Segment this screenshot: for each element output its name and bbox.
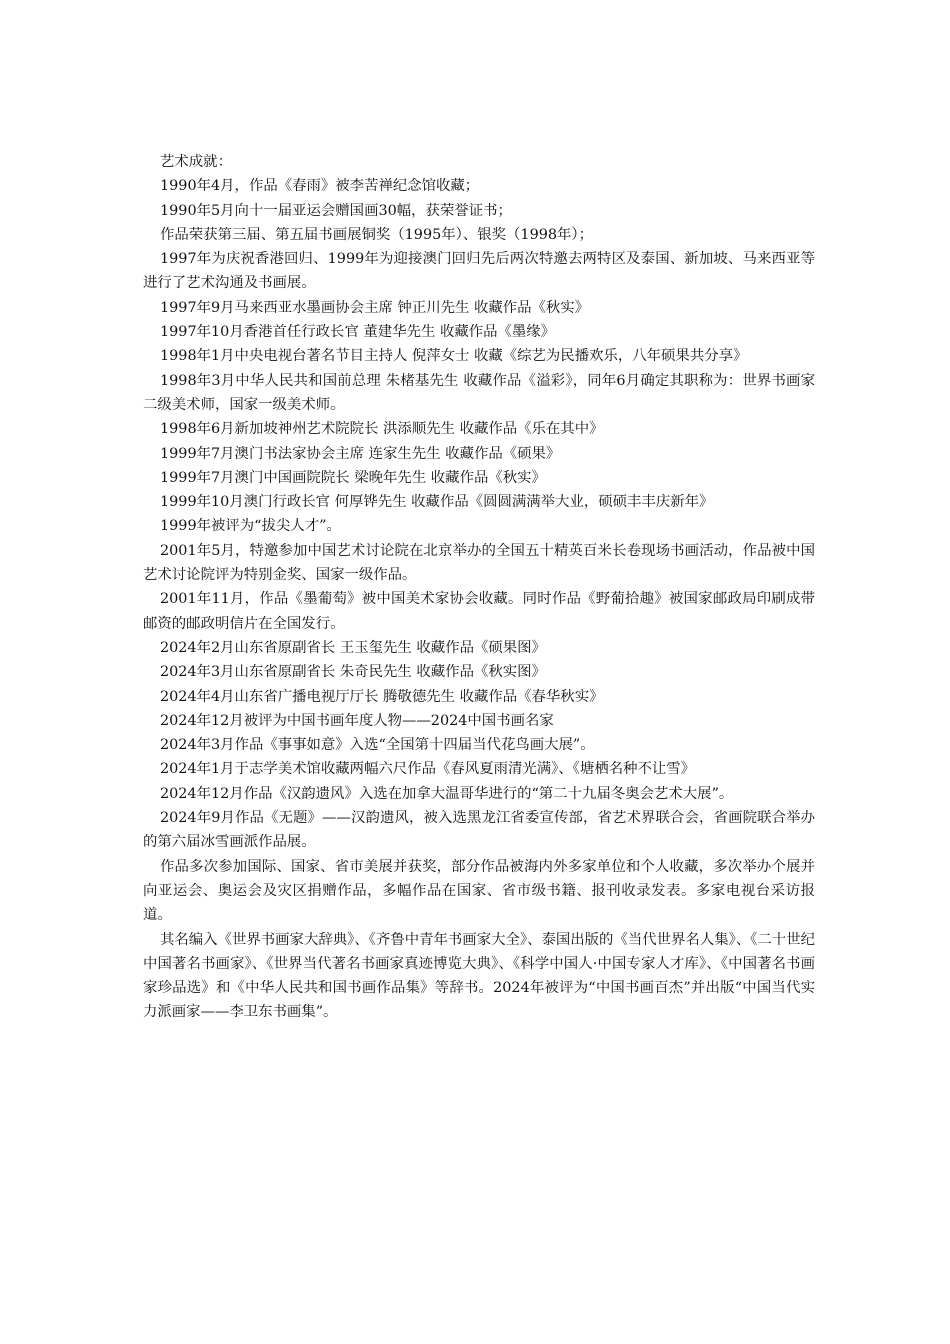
achievement-item: 1990年4月，作品《春雨》被李苦禅纪念馆收藏； [160, 178, 480, 195]
achievement-item: 1999年被评为“拔尖人才”。 [160, 518, 341, 535]
achievement-item: 2024年12月被评为中国书画年度人物——2024中国书画名家 [160, 712, 554, 729]
achievement-item: 1999年7月澳门中国画院院长 梁晚年先生 收藏作品《秋实》 [160, 469, 546, 486]
achievement-item: 2024年3月作品《事事如意》入选“全国第十四届当代花鸟画大展”。 [160, 737, 595, 754]
achievement-item: 1997年为庆祝香港回归、1999年为迎接澳门回归先后两次特邀去两特区及泰国、新加坡、马来西亚等进行了艺术沟通及书画展。 [143, 251, 815, 292]
achievement-item: 2001年5月，特邀参加中国艺术讨论院在北京举办的全国五十精英百米长卷现场书画活动，作品被中国艺术讨论院评为特别金奖、国家一级作品。 [143, 542, 815, 584]
achievement-item: 2024年4月山东省广播电视厅厅长 腾敬德先生 收藏作品《春华秋实》 [160, 688, 604, 705]
publication-paragraph: 其名编入《世界书画家大辞典》、《齐鲁中青年书画家大全》、泰国出版的《当代世界名人集》、《二十世纪中国著名书画家》、《世界当代著名书画家真迹博览大典》、《科学中国人·中国专家人才库》、《中国著名书画家珍品选》和《中华人民共和国书画作品集》等辞书。2024年被评为“中国书画百杰”并出版“中国当代实力派画家——李卫东书画集”。 [143, 931, 815, 1021]
achievement-item: 2024年3月山东省原副省长 朱奇民先生 收藏作品《秋实图》 [160, 664, 546, 681]
achievement-item: 2024年2月山东省原副省长 王玉玺先生 收藏作品《硕果图》 [160, 639, 546, 656]
achievement-item: 1997年9月马来西亚水墨画协会主席 钟正川先生 收藏作品《秋实》 [160, 299, 590, 316]
achievement-item: 2024年9月作品《无题》——汉韵遗风，被入选黑龙江省委宣传部，省艺术界联合会，省画院联合举办的第六届冰雪画派作品展。 [143, 810, 815, 851]
achievement-item: 2024年12月作品《汉韵遗风》入选在加拿大温哥华进行的“第二十九届冬奥会艺术大展”。 [160, 785, 734, 802]
achievement-item: 1999年7月澳门书法家协会主席 连家生先生 收藏作品《硕果》 [160, 445, 561, 462]
document-body [143, 150, 815, 1025]
summary-paragraph: 作品多次参加国际、国家、省市美展并获奖，部分作品被海内外多家单位和个人收藏，多次举办个展并向亚运会、奥运会及灾区捐赠作品，多幅作品在国家、省市级书籍、报刊收录发表。多家电视台采访报道。 [143, 858, 815, 924]
achievement-item: 1990年5月向十一届亚运会赠国画30幅，获荣誉证书； [160, 202, 512, 219]
achievement-item: 1998年1月中央电视台著名节目主持人 倪萍女士 收藏《综艺为民播欢乐，八年硕果共分享》 [160, 348, 748, 365]
achievement-item: 1997年10月香港首任行政长官 董建华先生 收藏作品《墨缘》 [160, 324, 556, 341]
achievement-item: 1998年3月中华人民共和国前总理 朱楮基先生 收藏作品《溢彩》，同年6月确定其职称为：世界书画家二级美术师，国家一级美术师。 [143, 372, 815, 413]
achievement-item: 2001年11月，作品《墨葡萄》被中国美术家协会收藏。同时作品《野葡拾趣》被国家邮政局印刷成带邮资的邮政明信片在全国发行。 [143, 591, 815, 632]
achievement-item: 1999年10月澳门行政长官 何厚铧先生 收藏作品《圆圆满满举大业，硕硕丰丰庆新年》 [160, 494, 714, 511]
achievement-item: 1998年6月新加坡神州艺术院院长 洪添顺先生 收藏作品《乐在其中》 [160, 421, 604, 438]
achievement-item: 2024年1月于志学美术馆收藏两幅六尺作品《春风夏雨清光满》、《塘栖名种不让雪》 [160, 761, 696, 778]
achievement-item: 作品荣获第三届、第五届书画展铜奖（1995年）、银奖（1998年）； [160, 226, 594, 243]
section-heading: 艺术成就： [160, 154, 232, 170]
